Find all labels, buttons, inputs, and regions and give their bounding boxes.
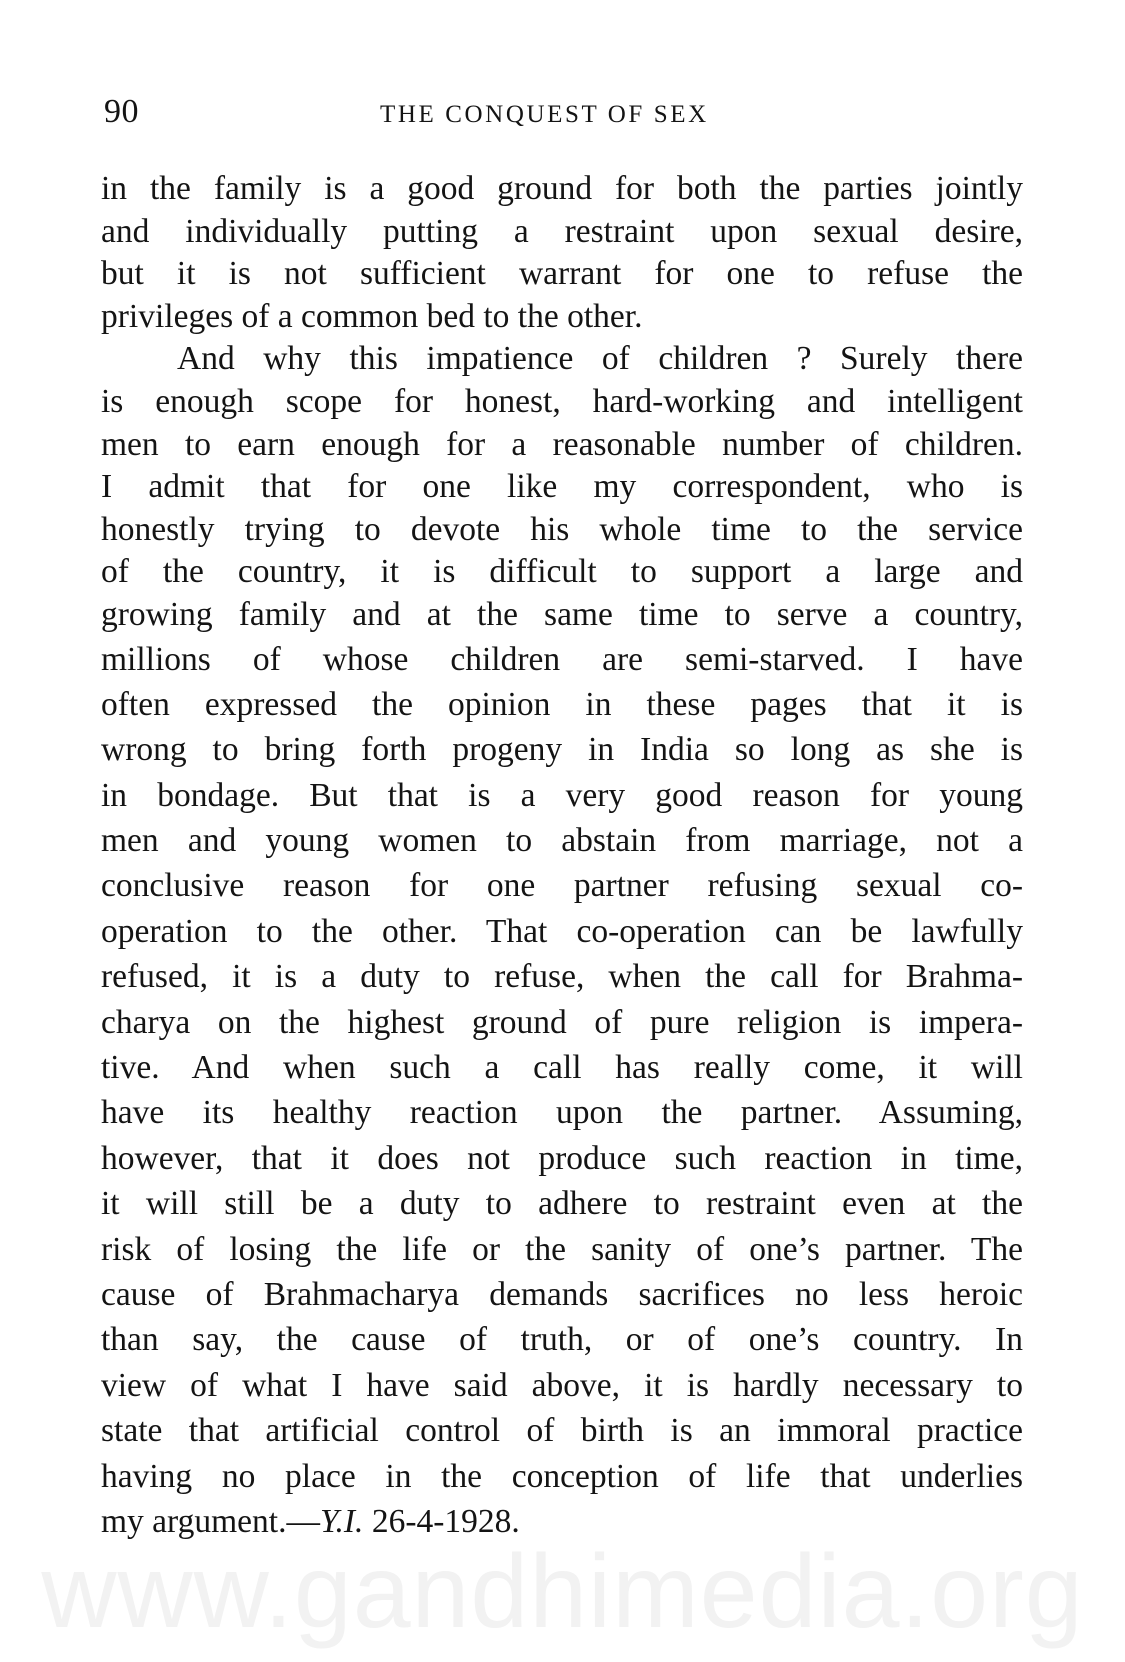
citation-date: 26-4-1928.: [371, 1502, 520, 1540]
text-line: have its healthy reaction upon the partner. Assuming,: [101, 1094, 1023, 1132]
text-line: millions of whose children are semi-starved. I have: [101, 640, 1023, 678]
text-line: is enough scope for honest, hard-working and intelligent: [101, 382, 1023, 420]
text-line: privileges of a common bed to the other.: [101, 297, 643, 335]
text-line: in bondage. But that is a very good reason for young: [101, 776, 1023, 814]
text-line: in the family is a good ground for both the parties jointly: [101, 170, 1023, 207]
citation-source: Y.I.: [319, 1502, 364, 1540]
running-title: THE CONQUEST OF SEX: [380, 101, 709, 128]
text-line: conclusive reason for one partner refusing sexual co-: [101, 867, 1023, 905]
text-line: operation to the other. That co-operation can be lawfully: [101, 912, 1023, 950]
text-line: honestly trying to devote his whole time to the service: [101, 510, 1023, 548]
text-line: however, that it does not produce such reaction in time,: [101, 1139, 1023, 1177]
text-line: but it is not sufficient warrant for one to refuse the: [101, 255, 1023, 293]
text-line: charya on the highest ground of pure religion is impera-: [101, 1003, 1023, 1041]
text-line: of the country, it is difficult to support a large and: [101, 553, 1023, 591]
text-line: growing family and at the same time to serve a country,: [101, 595, 1023, 633]
text-line: tive. And when such a call has really come, it will: [101, 1049, 1023, 1087]
body-text: [101, 168, 1023, 1544]
text-line: men and young women to abstain from marriage, not a: [101, 822, 1023, 860]
text-line: risk of losing the life or the sanity of one’s partner. The: [101, 1230, 1023, 1268]
text-line: cause of Brahmacharya demands sacrifices no less heroic: [101, 1276, 1023, 1313]
text-line: state that artificial control of birth is an immoral practice: [101, 1412, 1023, 1450]
text-line: having no place in the conception of life that underlies: [101, 1457, 1023, 1495]
watermark: www.gandhimedia.org: [41, 1534, 1084, 1650]
page-number: 90: [104, 93, 139, 130]
text-line: and individually putting a restraint upon sexual desire,: [101, 212, 1023, 250]
text-line: wrong to bring forth progeny in India so long as she is: [101, 731, 1023, 769]
final-line-text: my argument.—: [101, 1502, 320, 1540]
text-line: often expressed the opinion in these pages that it is: [101, 685, 1023, 723]
text-line: than say, the cause of truth, or of one’s country. In: [101, 1321, 1023, 1359]
text-line: view of what I have said above, it is hardly necessary to: [101, 1366, 1023, 1404]
text-line: I admit that for one like my correspondent, who is: [101, 468, 1023, 506]
text-line: it will still be a duty to adhere to restraint even at the: [101, 1185, 1023, 1223]
text-line: men to earn enough for a reasonable number of children.: [101, 425, 1023, 463]
paragraph-start-line: And why this impatience of children ? Surely there: [177, 340, 1023, 378]
text-line: refused, it is a duty to refuse, when the call for Brahma-: [101, 958, 1023, 996]
